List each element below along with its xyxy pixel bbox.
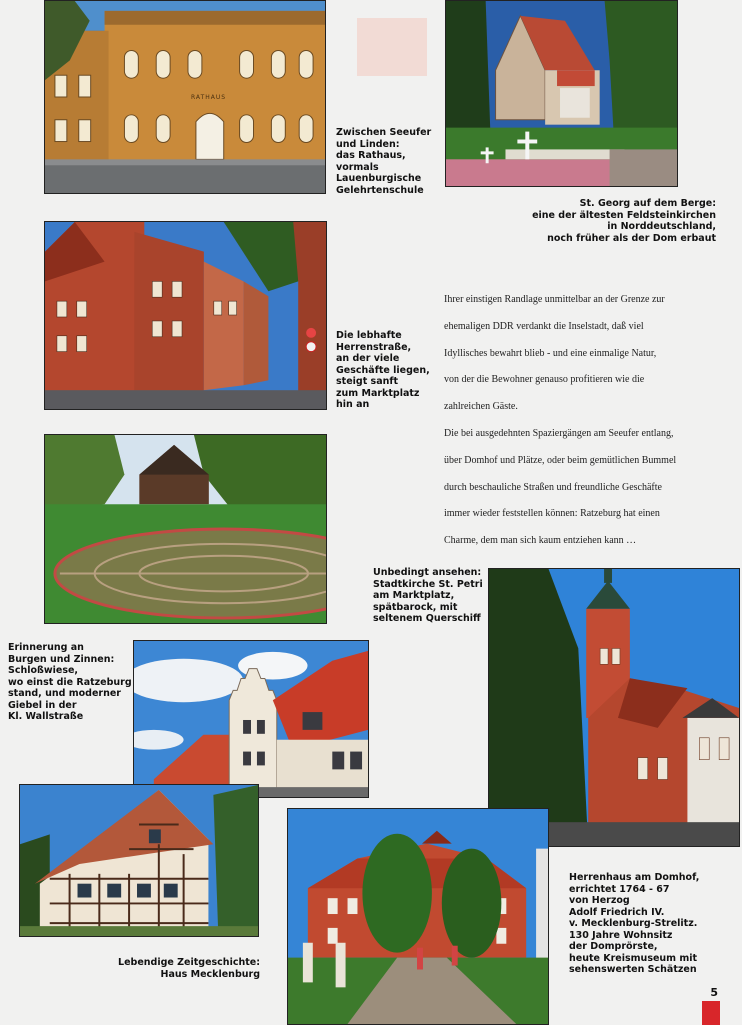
photo-herrenhaus [287,808,549,1025]
caption-stadtkirche: Unbedingt ansehen: Stadtkirche St. Petri am Marktplatz, spätbarock, mit seltenem Querschiff [373,567,483,624]
page-number: 5 [710,986,718,999]
page-corner-mark [702,1001,720,1025]
photo-herrenstrasse [44,221,327,410]
body-text: Ihrer einstigen Randlage unmittelbar an der Grenze zur ehemaligen DDR verdankt die Inselstadt, daß viel Idyllisches bewahrt blieb - und eine einmalige Natur, von der die Bewohner genauso profitieren wie die zahlreichen Gäste. Die bei ausgedehnten Spaziergängen am Seeufer entlang, über Domhof und Plätze, oder beim gemütlichen Bummel durch beschauliche Straßen und freundliche Geschäfte immer wieder feststellen können: Ratzeburg hat einen Charme, dem man sich kaum entziehen kann … [444,294,677,547]
caption-mecklenburg: Lebendige Zeitgeschichte: Haus Mecklenburg [118,957,260,980]
photo-rathaus [44,0,326,194]
photo-st-georg [445,0,678,187]
rathaus-sign: RATHAUS [191,94,227,101]
caption-rathaus: Zwischen Seeufer und Linden: das Rathaus, vormals Lauenburgische Gelehrtenschule [336,127,432,196]
background-logo [357,18,427,76]
caption-herrenstrasse: Die lebhafte Herrenstraße, an der viele Geschäfte liegen, steigt sanft zum Marktplatz hin an [336,330,430,410]
photo-stadtkirche [488,568,740,847]
photo-wallstrasse [133,640,369,798]
caption-st-georg: St. Georg auf dem Berge: eine der ältesten Feldsteinkirchen in Norddeutschland, noch früher als der Dom erbaut [532,198,716,244]
caption-schlosswiese: Erinnerung an Burgen und Zinnen: Schloßwiese, wo einst die Ratzeburg stand, und moderner Giebel in der Kl. Wallstraße [8,642,132,722]
photo-schlosswiese [44,434,327,624]
photo-haus-mecklenburg [19,784,259,937]
caption-herrenhaus: Herrenhaus am Domhof, errichtet 1764 - 67 von Herzog Adolf Friedrich IV. v. Mecklenburg-Strelitz. 130 Jahre Wohnsitz der Domprörste, heute Kreismuseum mit sehenswerten Schätzen [569,872,700,975]
